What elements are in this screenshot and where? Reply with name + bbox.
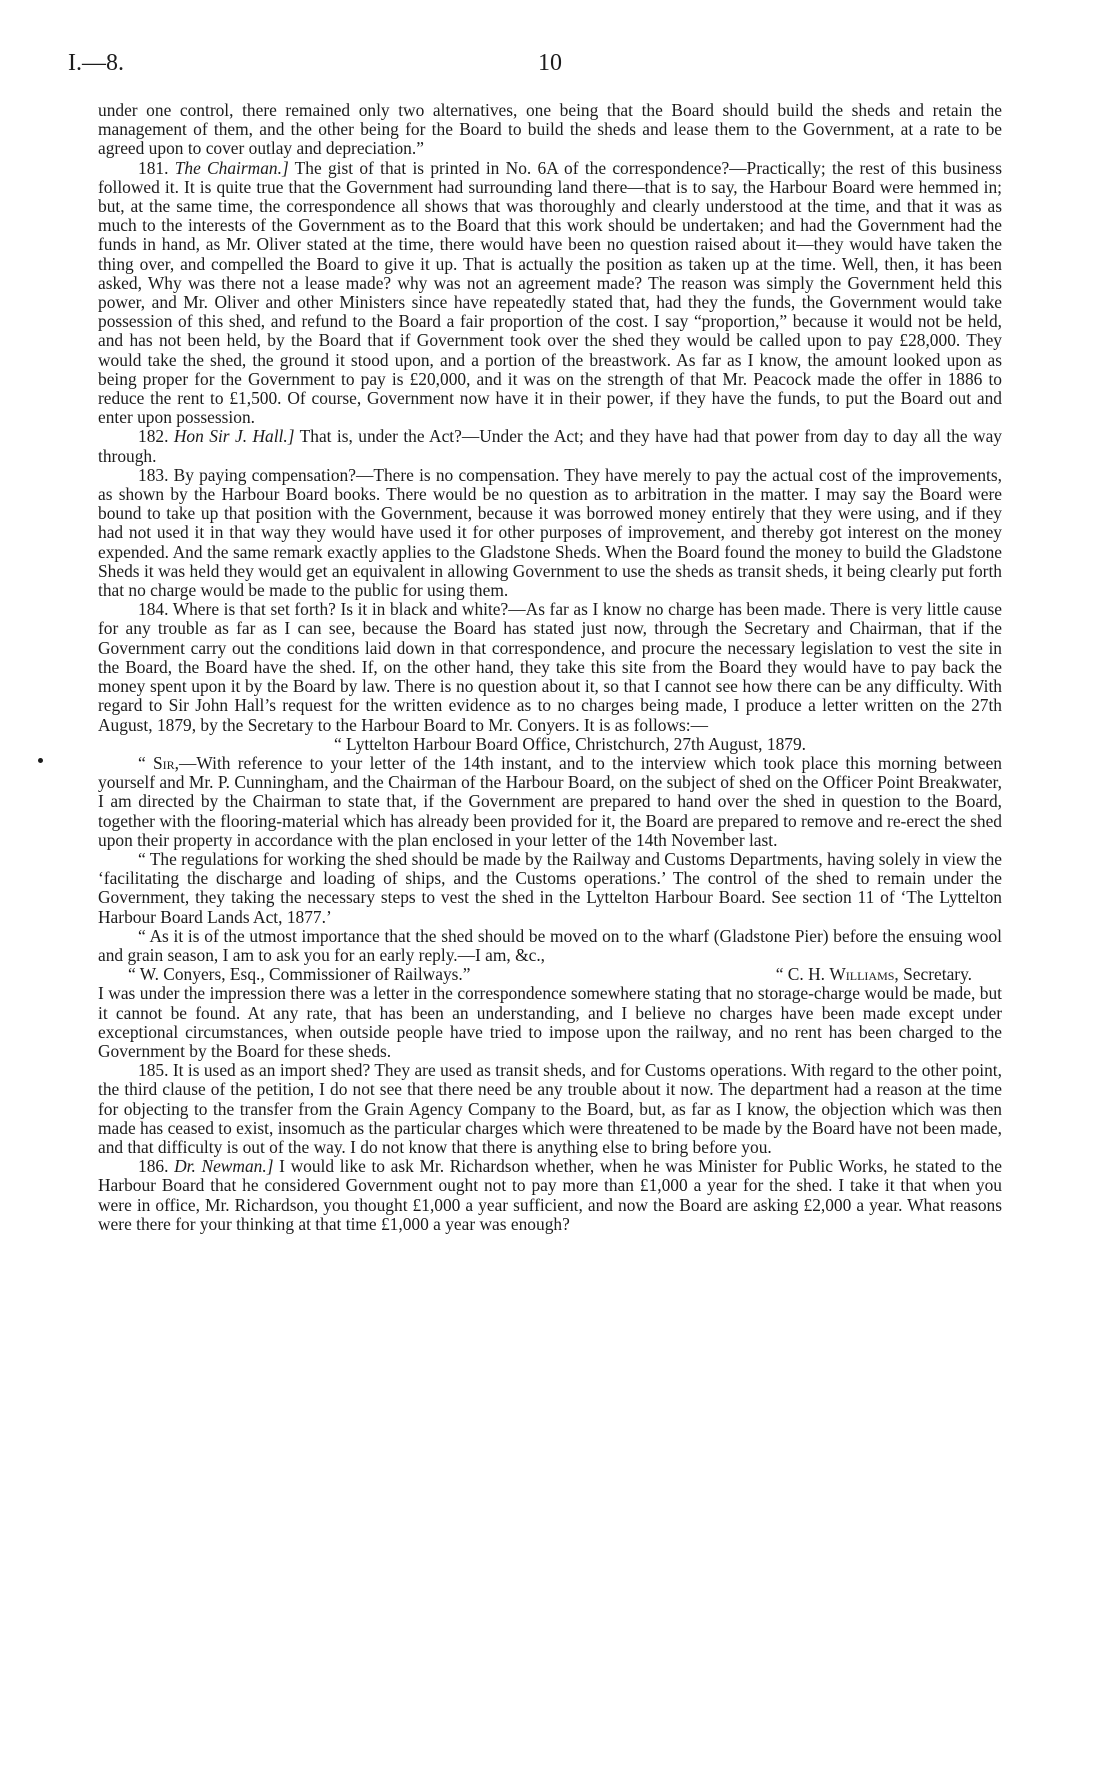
letter-heading: “ Lyttelton Harbour Board Office, Christchurch, 27th August, 1879. [333,733,807,754]
speaker-name: The Chairman.] [174,157,289,178]
letter-paragraph-2: “ The regulations for working the shed should be made by the Railway and Customs Departments, having solely in view the ‘facilitating the discharge and loading of ships, and the Customs operations.’ The control of the shed to remain under the Government, they taking the necessary steps to vest the shed in the Lyttelton Harbour Board. See section 11 of ‘The Lyttelton Harbour Board Lands Act, 1877.’ [98,848,1002,927]
body-text [98,101,1002,1234]
paragraph-181: 181. The Chairman.] The gist of that is printed in No. 6A of the correspondence?—Practically; the rest of this business followed it. It is quite true that the Government had surrounding land there—that is to say, the Harbour Board were hemmed in; but, at the same time, the correspondence all shows that was thoroughly and clearly understood at the time, and that it was as much to the interests of the Government as to the Board that this work should be undertaken; and had the Government had the funds in hand, as Mr. Oliver stated at the time, there would have been no question raised about it—they would have taken the thing over, and compelled the Board to give it up. That is actually the position as taken up at the time. Well, then, it has been asked, Why was there not a lease made? why was not an agreement made? The reason was simply the Government held this power, and Mr. Oliver and other Ministers since have repeatedly stated that, had they the funds, the Government would take possession of this shed, and refund to the Board a fair proportion of the cost. I say “proportion,” because it would not be held, and has not been held, by the Board that if Government took over the shed they would be called upon to pay £28,000. They would take the shed, the ground it stood upon, and a portion of the breastwork. As far as I know, the amount looked upon as being proper for the Government to pay is £20,000, and it was on the strength of that Mr. Peacock made the offer in 1886 to reduce the rent to £1,500. Of course, Government now have it in their power, if they have the funds, to put the Board out and enter upon possession. [98,157,1002,428]
paragraph-after-letter: I was under the impression there was a letter in the correspondence somewhere stating that no storage-charge would be made, but it cannot be found. At any rate, that has been an understanding, and I believe no charges have been made except under exceptional circumstances, when outside people have tried to impose upon the railway, and no rent has been charged to the Government by the Board for these sheds. [98,983,1002,1061]
margin-mark [38,758,43,763]
paragraph-182: 182. Hon Sir J. Hall.] That is, under the Act?—Under the Act; and they have had that power from day to day all the way through. [98,426,1002,466]
letter-signature: “ C. H. Williams, Secretary. [775,964,972,985]
speaker-name: Hon Sir J. Hall.] [173,426,295,447]
letter-paragraph-3: “ As it is of the utmost importance that the shed should be moved on to the wharf (Gladstone Pier) before the ensuing wool and grain season, I am to ask you for an early reply.—I am, &c., [98,925,1002,965]
letter-addressee: “ W. Conyers, Esq., Commissioner of Railways.” [128,964,471,985]
paragraph-186: 186. Dr. Newman.] I would like to ask Mr. Richardson whether, when he was Minister for Public Works, he stated to the Harbour Board that he considered Government ought not to pay more than £1,000 a year for the shed. I take it that when you were in office, Mr. Richardson, you thought £1,000 a year sufficient, and now the Board are asking £2,000 a year. What reasons were there for your thinking at that time £1,000 a year was enough? [98,1156,1002,1234]
letter-paragraph-1: “ Sir,—With reference to your letter of the 14th instant, and to the interview which took place this morning between yourself and Mr. P. Cunningham, and the Chairman of the Harbour Board, on the subject of shed on the Officer Point Breakwater, I am directed by the Chairman to state that, if the Government are prepared to hand over the shed in question to the Board, together with the flooring-material which has already been provided for it, the Board are prepared to remove and re-erect the shed upon their property in accordance with the plan enclosed in your letter of the 14th November last. [98,752,1002,850]
speaker-name: Dr. Newman.] [174,1156,274,1177]
letter-salutation: “ Sir, [138,752,179,773]
letter-signature-line [98,965,1002,984]
paragraph-183: 183. By paying compensation?—There is no compensation. They have merely to pay the actual cost of the improvements, as shown by the Harbour Board books. There would be no question as to arbitration in the matter. I may say the Board were bound to take up that position with the Government, because it was borrowed money entirely that they were using, and if they had not used it in that way they would have used it for other purposes of improvement, and thereby got interest on the money expended. And the same remark exactly applies to the Gladstone Sheds. When the Board found the money to build the Gladstone Sheds it was held they would get an equivalent in allowing Government to use the sheds as transit sheds, it being clearly put forth that no charge would be made to the public for using them. [98,464,1002,601]
paragraph-continued: under one control, there remained only two alternatives, one being that the Board should build the sheds and retain the management of them, and the other being for the Board to build the sheds and lease them to the Government, at a rate to be agreed upon to cover outlay and depreciation.” [98,100,1002,159]
page-header [68,50,1014,80]
paragraph-185: 185. It is used as an import shed? They are used as transit sheds, and for Customs operations. With regard to the other point, the third clause of the petition, I do not see that there need be any trouble about it now. The department had a reason at the time for objecting to the transfer from the Grain Agency Company to the Board, but, as far as I know, the objection which was then made has ceased to exist, insomuch as the particular charges which were threatened to be made by the Board have not been made, and that difficulty is out of the way. I do not know that there is anything else to bring before you. [98,1060,1002,1157]
paragraph-184: 184. Where is that set forth? Is it in black and white?—As far as I know no charge has been made. There is very little cause for any trouble as far as I can see, because the Board has stated just now, through the Secretary and Chairman, that if the Government carry out the conditions laid down in that correspondence, and procure the necessary legislation to vest the site in the Board, the Board have the shed. If, on the other hand, they take this site from the Board they would have to pay back the money spent upon it by the Board by law. There is no question about it, so that I cannot see how there can be any difficulty. With regard to Sir John Hall’s request for the written evidence as to no charges being made, I produce a letter written on the 27th August, 1879, by the Secretary to the Harbour Board to Mr. Conyers. It is as follows:— [98,599,1002,735]
document-reference: I.—8. [68,50,124,76]
page-number: 10 [538,50,562,76]
